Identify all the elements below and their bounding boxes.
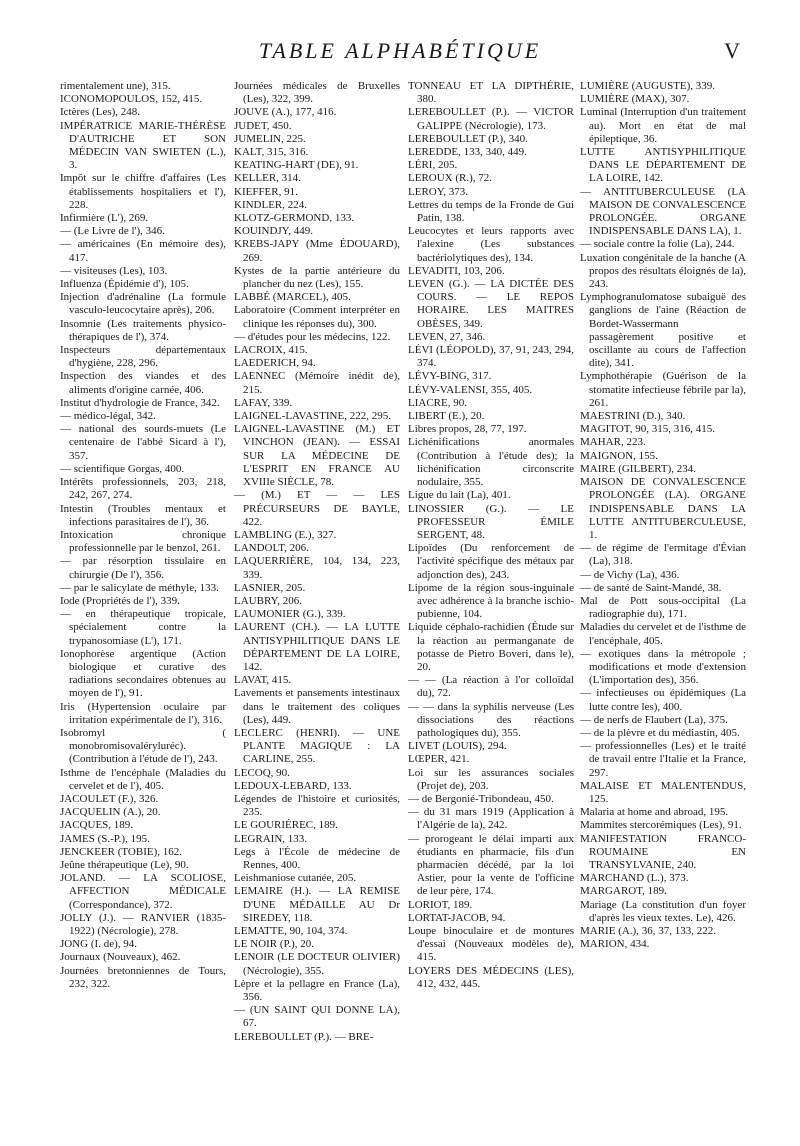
index-entry: MALAISE ET MALENTENDUS, 125.: [580, 779, 746, 805]
index-entry: — prorogeant le délai imparti aux étudiants en pharmacie, fils d'un pharmacien décédé, par la loi Astier, pour la vente de l'officine de leur père, 174.: [408, 832, 574, 898]
index-entry: LORTAT-JACOB, 94.: [408, 911, 506, 924]
index-column-2: [234, 80, 400, 1044]
index-entry: Leishmaniose cutanée, 205.: [234, 872, 357, 885]
index-entry: KIEFFER, 91.: [234, 185, 298, 198]
index-entry: LACROIX, 415.: [234, 344, 308, 357]
index-entry: Ictères (Les), 248.: [60, 106, 141, 119]
index-entry: — d'études pour les médecins, 122.: [234, 330, 391, 343]
index-entry: rimentalement une), 315.: [60, 80, 171, 92]
index-entry: Kystes de la partie antérieure du plancher du nez (Les), 155.: [234, 264, 400, 291]
index-entry: MAIGNON, 155.: [580, 449, 658, 462]
index-entry: Lichénifications anormales (Contribution à l'étude des); la lichénification circonscrite nodulaire, 355.: [408, 436, 574, 489]
index-entry: — (UN SAINT QUI DONNE LA), 67.: [234, 1004, 400, 1030]
index-entry: MAHAR, 223.: [580, 436, 646, 449]
index-entry: LASNIER, 205.: [234, 581, 306, 594]
index-entry: — infectieuses ou épidémiques (La lutte contre les), 400.: [580, 687, 746, 713]
index-entry: Ligue du lait (La), 401.: [408, 489, 511, 502]
index-entry: Lipoïdes (Du renforcement de l'activité spécifique des métaux par adjonction des), 243.: [408, 542, 574, 581]
index-entry: LEROUX (R.), 72.: [408, 172, 493, 185]
index-entry: Isobromyl ( monobromisovaléryluréc). (Contribution à l'étude de l'), 243.: [60, 726, 226, 766]
index-entry: Lavements et pansements intestinaux dans le traitement des coliques (Les), 449.: [234, 687, 400, 726]
index-entry: LÉRI, 205.: [408, 159, 458, 172]
index-entry: LE GOURIÉREC, 189.: [234, 819, 338, 832]
index-entry: Laboratoire (Comment interpréter en clinique les réponses du), 300.: [234, 304, 400, 330]
index-entry: LAFAY, 339.: [234, 396, 293, 409]
index-entry: Injection d'adrénaline (La formule vasculo-leucocytaire après), 206.: [60, 291, 226, 317]
index-entry: LIBERT (E.), 20.: [408, 410, 485, 423]
index-entry: LAUBRY, 206.: [234, 594, 302, 607]
index-entry: Isthme de l'encéphale (Maladies du cervelet et de l'), 405.: [60, 766, 226, 792]
index-entry: MARCHAND (L.), 373.: [580, 872, 689, 885]
index-entry: LIACRE, 90.: [408, 396, 467, 409]
index-entry: Journées bretonniennes de Tours, 232, 322.: [60, 964, 226, 990]
index-entry: Lettres du temps de la Fronde de Gui Patin, 138.: [408, 198, 574, 225]
index-entry: JACOULET (F.), 326.: [60, 792, 159, 805]
index-entry: LEDOUX-LEBARD, 133.: [234, 779, 352, 792]
index-entry: KOUINDJY, 449.: [234, 225, 313, 238]
index-entry: LAENNEC (Mémoire inédit de), 215.: [234, 370, 400, 396]
index-entry: Intérêts professionnels, 203, 218, 242, 267, 274.: [60, 476, 226, 502]
index-entry: Liquide céphalo-rachidien (Étude sur la réaction au permanganate de potasse de Pietro Boveri, dans le), 20.: [408, 621, 574, 673]
index-entry: KEATING-HART (DE), 91.: [234, 159, 359, 172]
index-entry: JACQUES, 189.: [60, 819, 134, 832]
index-entry: KREBS-JAPY (Mme ÉDOUARD), 269.: [234, 238, 400, 264]
index-entry: LÉVI (LÉOPOLD), 37, 91, 243, 294, 374.: [408, 344, 574, 370]
index-entry: Luxation congénitale de la hanche (A propos des résultats éloignés de la), 243.: [580, 251, 746, 291]
index-entry: KINDLER, 224.: [234, 198, 308, 211]
index-entry: LEVADITI, 103, 206.: [408, 264, 505, 277]
index-entry: Ionophorèse argentique (Action biologique et curative des radiations secondaires obtenues au moyen de l'), 91.: [60, 647, 226, 700]
index-entry: — médico-légal, 342.: [60, 410, 156, 423]
index-entry: JOLLY (J.). — RANVIER (1835-1922) (Nécrologie), 278.: [60, 911, 226, 937]
index-entry: LEROY, 373.: [408, 185, 468, 198]
index-entry: JUMELIN, 225.: [234, 132, 306, 145]
index-entry: Mal de Pott sous-occipital (La radiographie du), 171.: [580, 594, 746, 621]
index-entry: Influenza (Épidémie d'), 105.: [60, 278, 189, 291]
index-entry: LEREDDE, 133, 340, 449.: [408, 146, 527, 159]
index-entry: Iris (Hypertension oculaire par irritation expérimentale de l'), 316.: [60, 700, 226, 726]
index-entry: KALT, 315, 316.: [234, 146, 309, 159]
index-entry: — de régime de l'ermitage d'Évian (La), 318.: [580, 542, 746, 568]
index-entry: Jeûne thérapeutique (Le), 90.: [60, 858, 189, 871]
index-entry: Légendes de l'histoire et curiosités, 235.: [234, 792, 400, 819]
index-entry: Infirmière (L'), 269.: [60, 212, 149, 225]
index-column-1: [60, 80, 226, 991]
index-entry: Lèpre et la pellagre en France (La), 356.: [234, 977, 400, 1004]
index-entry: Malaria at home and abroad, 195.: [580, 806, 729, 819]
index-entry: KELLER, 314.: [234, 172, 301, 185]
index-entry: — national des sourds-muets (Le centenaire de l'abbé Sicard à l'), 357.: [60, 423, 226, 462]
index-entry: — américaines (En mémoire des), 417.: [60, 238, 226, 264]
index-entry: LAURENT (CH.). — LA LUTTE ANTISYPHILITIQUE DANS LE DÉPARTEMENT DE LA LOIRE, 142.: [234, 621, 400, 673]
index-entry: Maladies du cervelet et de l'isthme de l'encéphale, 405.: [580, 621, 746, 647]
index-entry: LECLERC (HENRI). — UNE PLANTE MAGIQUE : LA CARLINE, 255.: [234, 726, 400, 766]
index-entry: JUDET, 450.: [234, 119, 292, 132]
index-entry: Intoxication chronique professionnelle par le benzol, 261.: [60, 528, 226, 555]
index-entry: Legs à l'École de médecine de Rennes, 400.: [234, 845, 400, 871]
index-entry: — sociale contre la folie (La), 244.: [580, 238, 735, 251]
index-entry: Inspecteurs départementaux d'hygiène, 228, 296.: [60, 344, 226, 370]
index-entry: LAMBLING (E.), 327.: [234, 528, 337, 541]
index-entry: — par résorption tissulaire en chirurgie (De l'), 356.: [60, 555, 226, 581]
index-entry: LEREBOULLET (P.), 340.: [408, 132, 528, 145]
index-entry: LAIGNEL-LAVASTINE, 222, 295.: [234, 410, 391, 423]
index-entry: JAMES (S.-P.), 195.: [60, 832, 150, 845]
index-entry: ICONOMOPOULOS, 152, 415.: [60, 93, 203, 106]
index-entry: LEMAIRE (H.). — LA REMISE D'UNE MÉDAILLE AU Dr SIREDEY, 118.: [234, 885, 400, 924]
index-entry: — scientifique Gorgas, 400.: [60, 462, 185, 475]
index-entry: — de santé de Saint-Mandé, 38.: [580, 581, 722, 594]
index-entry: LINOSSIER (G.). — LE PROFESSEUR ÉMILE SERGENT, 48.: [408, 502, 574, 541]
index-entry: LÉVY-VALENSI, 355, 405.: [408, 383, 533, 396]
index-entry: IMPÉRATRICE MARIE-THÉRÈSE D'AUTRICHE ET SON MÉDECIN VAN SWIETEN (L.), 3.: [60, 119, 226, 172]
index-entry: LABBÉ (MARCEL), 405.: [234, 291, 351, 304]
index-entry: Impôt sur le chiffre d'affaires (Les établissements hospitaliers et l'), 228.: [60, 172, 226, 211]
index-entry: LEREBOULLET (P.). — VICTOR GALIPPE (Nécrologie), 173.: [408, 106, 574, 132]
index-entry: MAISON DE CONVALESCENCE PROLONGÉE (LA). ORGANE INDISPENSABLE DANS LA LUTTE ANTITUBERCULEUSE, 1.: [580, 476, 746, 541]
index-entry: LANDOLT, 206.: [234, 542, 309, 555]
index-entry: MAIRE (GILBERT), 234.: [580, 462, 697, 475]
index-entry: LŒPER, 421.: [408, 753, 470, 766]
index-entry: — (M.) ET — — LES PRÉCURSEURS DE BAYLE, 422.: [234, 489, 400, 528]
index-entry: LE NOIR (P.), 20.: [234, 938, 315, 951]
index-entry: Libres propos, 28, 77, 197.: [408, 423, 527, 436]
index-entry: Inspection des viandes et des aliments d'origine carnée, 406.: [60, 370, 226, 396]
index-entry: LAUMONIER (G.), 339.: [234, 608, 346, 621]
index-entry: — (Le Livre de l'), 346.: [60, 225, 165, 238]
index-entry: — visiteuses (Les), 103.: [60, 264, 168, 277]
index-entry: LENOIR (LE DOCTEUR OLIVIER) (Nécrologie), 355.: [234, 951, 400, 977]
index-entry: — exotiques dans la métropole ; modifications et mode d'extension (L'importation des), 356.: [580, 647, 746, 687]
index-entry: Mariage (La constitution d'un foyer d'après les vieux textes. Le), 426.: [580, 898, 746, 924]
index-column-4: [580, 80, 746, 951]
index-entry: LAVAT, 415.: [234, 674, 292, 687]
index-entry: — — dans la syphilis nerveuse (Les dissociations des réactions pathologiques du), 355.: [408, 700, 574, 739]
index-entry: Leucocytes et leurs rapports avec l'alexine (Les substances bactériolytiques des), 134.: [408, 225, 574, 264]
index-entry: LEGRAIN, 133.: [234, 832, 308, 845]
index-entry: LEMATTE, 90, 104, 374.: [234, 925, 348, 937]
index-entry: Institut d'hydrologie de France, 342.: [60, 396, 220, 409]
index-entry: — ANTITUBERCULEUSE (LA MAISON DE CONVALESCENCE PROLONGÉE. ORGANE INDISPENSABLE DANS LA), 1.: [580, 185, 746, 238]
index-entry: Lymphothérapie (Guérison de la stomatite infectieuse fébrile par la), 261.: [580, 370, 746, 409]
index-entry: LORIOT, 189.: [408, 898, 473, 911]
index-entry: Luminal (Interruption d'un traitement au). Mort en état de mal épileptique, 36.: [580, 106, 746, 145]
page-header: [0, 38, 800, 68]
index-entry: LECOQ, 90.: [234, 766, 290, 779]
index-entry: LEREBOULLET (P.). — BRE-: [234, 1030, 374, 1043]
page-number: V: [724, 38, 740, 63]
index-entry: KLOTZ-GERMOND, 133.: [234, 212, 355, 225]
index-entry: LEVEN, 27, 346.: [408, 330, 486, 343]
index-entry: Journées médicales de Bruxelles (Les), 322, 399.: [234, 80, 400, 106]
index-entry: LÉVY-BING, 317.: [408, 370, 492, 383]
index-entry: — de Bergonié-Tribondeau, 450.: [408, 792, 554, 805]
index-entry: LEVEN (G.). — LA DICTÉE DES COURS. — LE REPOS HORAIRE. LES MAITRES OBÈSES, 349.: [408, 278, 574, 330]
index-entry: Journaux (Nouveaux), 462.: [60, 951, 181, 964]
index-entry: TONNEAU ET LA DIPTHÉRIE, 380.: [408, 80, 574, 106]
index-entry: — professionnelles (Les) et le traité de travail entre l'Italie et la France, 297.: [580, 740, 746, 779]
index-entry: JONG (I. de), 94.: [60, 938, 137, 951]
index-entry: MAESTRINI (D.), 340.: [580, 410, 686, 423]
index-entry: MANIFESTATION FRANCO-ROUMAINE EN TRANSYLVANIE, 240.: [580, 832, 746, 871]
index-entry: Insomnie (Les traitements physico-thérapiques de l'), 374.: [60, 317, 226, 343]
index-entry: Loi sur les assurances sociales (Projet de), 203.: [408, 766, 574, 792]
index-entry: — de nerfs de Flaubert (La), 375.: [580, 713, 728, 726]
index-entry: Lipome de la région sous-inguinale avec adhérence à la branche ischio-pubienne, 104.: [408, 581, 574, 621]
index-entry: — de la plèvre et du médiastin, 405.: [580, 726, 740, 739]
index-entry: JOUVE (A.), 177, 416.: [234, 106, 337, 119]
index-entry: — du 31 mars 1919 (Application à l'Algérie de la), 242.: [408, 806, 574, 832]
index-entry: Lymphogranulomatose subaiguë des ganglions de l'aine (Réaction de Bordet-Wassermann passagèrement positive et oscillante au cours de l'affection dite), 341.: [580, 291, 746, 370]
index-entry: LUTTE ANTISYPHILITIQUE DANS LE DÉPARTEMENT DE LA LOIRE, 142.: [580, 146, 746, 185]
index-entry: — — (La réaction à l'or colloïdal du), 72.: [408, 674, 574, 700]
index-entry: MAGITOT, 90, 315, 316, 415.: [580, 423, 715, 436]
index-entry: LAEDERICH, 94.: [234, 357, 316, 370]
index-entry: LAQUERRIÈRE, 104, 134, 223, 339.: [234, 555, 400, 581]
index-entry: JOLAND. — LA SCOLIOSE, AFFECTION MÉDICALE (Correspondance), 372.: [60, 872, 226, 911]
index-entry: MARION, 434.: [580, 938, 650, 951]
index-entry: JACQUELIN (A.), 20.: [60, 806, 161, 819]
index-entry: — par le salicylate de méthyle, 133.: [60, 581, 219, 594]
index-entry: MARGAROT, 189.: [580, 885, 667, 898]
index-entry: LIVET (LOUIS), 294.: [408, 740, 507, 753]
page-title: TABLE ALPHABÉTIQUE: [258, 38, 542, 63]
index-entry: Mammites stercorémiques (Les), 91.: [580, 819, 742, 832]
index-entry: LOYERS DES MÉDECINS (LES), 412, 432, 445.: [408, 964, 574, 990]
index-entry: — en thérapeutique tropicale, spécialement contre la trypanosomiase (L'), 171.: [60, 608, 226, 647]
index-entry: Intestin (Troubles mentaux et infections parasitaires de l'), 36.: [60, 502, 226, 528]
index-entry: LUMIÈRE (AUGUSTE), 339.: [580, 80, 716, 92]
index-entry: LUMIÈRE (MAX), 307.: [580, 93, 690, 106]
index-entry: — de Vichy (La), 436.: [580, 568, 680, 581]
index-column-3: [408, 80, 574, 991]
index-entry: MARIE (A.), 36, 37, 133, 222.: [580, 925, 716, 937]
index-entry: Iode (Propriétés de l'), 339.: [60, 594, 180, 607]
index-entry: LAIGNEL-LAVASTINE (M.) ET VINCHON (JEAN). — ESSAI SUR LA MÉDECINE DE L'ESPRIT EN FRANCE AU XVIIIe SIÈCLE, 78.: [234, 423, 400, 489]
index-entry: JENCKEER (TOBIE), 162.: [60, 845, 183, 858]
index-entry: Loupe binoculaire et de montures d'essai (Nouveaux modèles de), 415.: [408, 925, 574, 964]
